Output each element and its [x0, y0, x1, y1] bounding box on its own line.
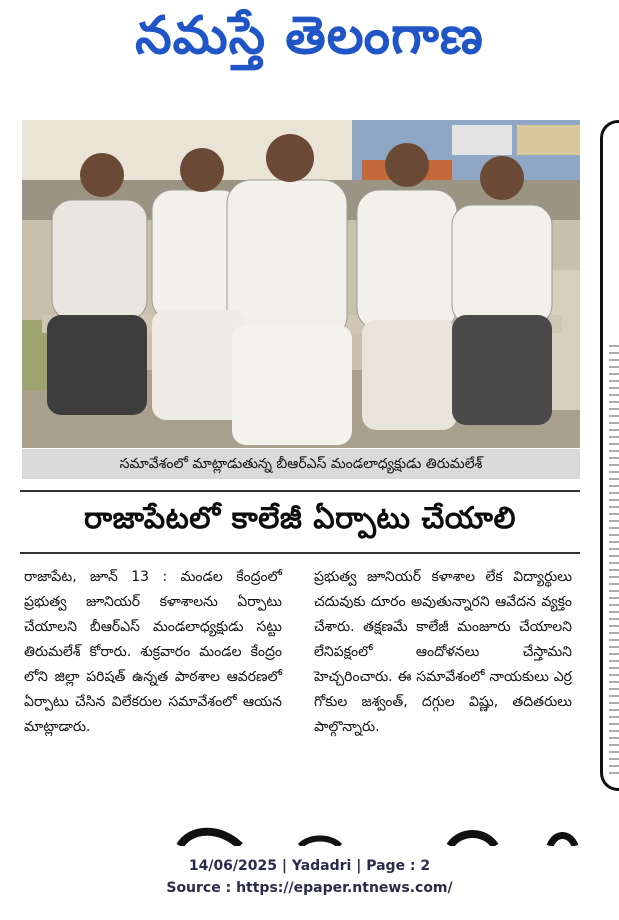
photo-caption: సమావేశంలో మాట్లాడుతున్న బీఆర్ఎస్ మండలాధ్యక్షుడు తిరుమలేశ్ — [22, 449, 580, 479]
article-column-1 — [24, 565, 282, 740]
masthead — [0, 0, 619, 100]
divider-bottom — [20, 552, 580, 554]
article-paragraph: ప్రభుత్వ జూనియర్ కళాశాల లేక విద్యార్థులు చదువుకు దూరం అవుతున్నారని ఆవేదన వ్యక్తం చేశారు. తక్షణమే కాలేజీ మంజూరు చేయాలని లేనిపక్షంలో ఆందోళనలు చేస్తామని హెచ్చరించారు. ఈ సమావేశంలో నాయకులు ఎర్ర గోకుల జశ్వంత్, దగ్గుల విష్ణు, తదితరులు పాల్గొన్నారు. — [314, 569, 572, 735]
next-article-headline-fragment — [150, 822, 619, 846]
source-line: Source : https://epaper.ntnews.com/ — [166, 880, 453, 896]
article-column-2 — [314, 565, 572, 740]
photo-illustration — [22, 120, 580, 448]
article-photo — [22, 120, 580, 448]
newspaper-title: నమస్తే తెలంగాణ — [135, 6, 484, 66]
adjacent-article-text — [609, 345, 619, 775]
article-paragraph: రాజాపేట, జూన్ 13 : మండల కేంద్రంలో ప్రభుత్వ జూనియర్ కళాశాలను ఏర్పాటు చేయాలని బీఆర్ఎస్ మండలాధ్యక్షుడు సట్టు తిరుమలేశ్ కోరారు. శుక్రవారం మండల కేంద్రం లోని జిల్లా పరిషత్ ఉన్నత పాఠశాల ఆవరణలో ఏర్పాటు చేసిన విలేకరుల సమావేశంలో ఆయన మాట్లాడారు. — [24, 569, 282, 735]
edition-line: 14/06/2025 | Yadadri | Page : 2 — [188, 858, 431, 874]
divider-top — [20, 490, 580, 492]
article-headline: రాజాపేటలో కాలేజీ ఏర్పాటు చేయాలి — [84, 501, 516, 536]
